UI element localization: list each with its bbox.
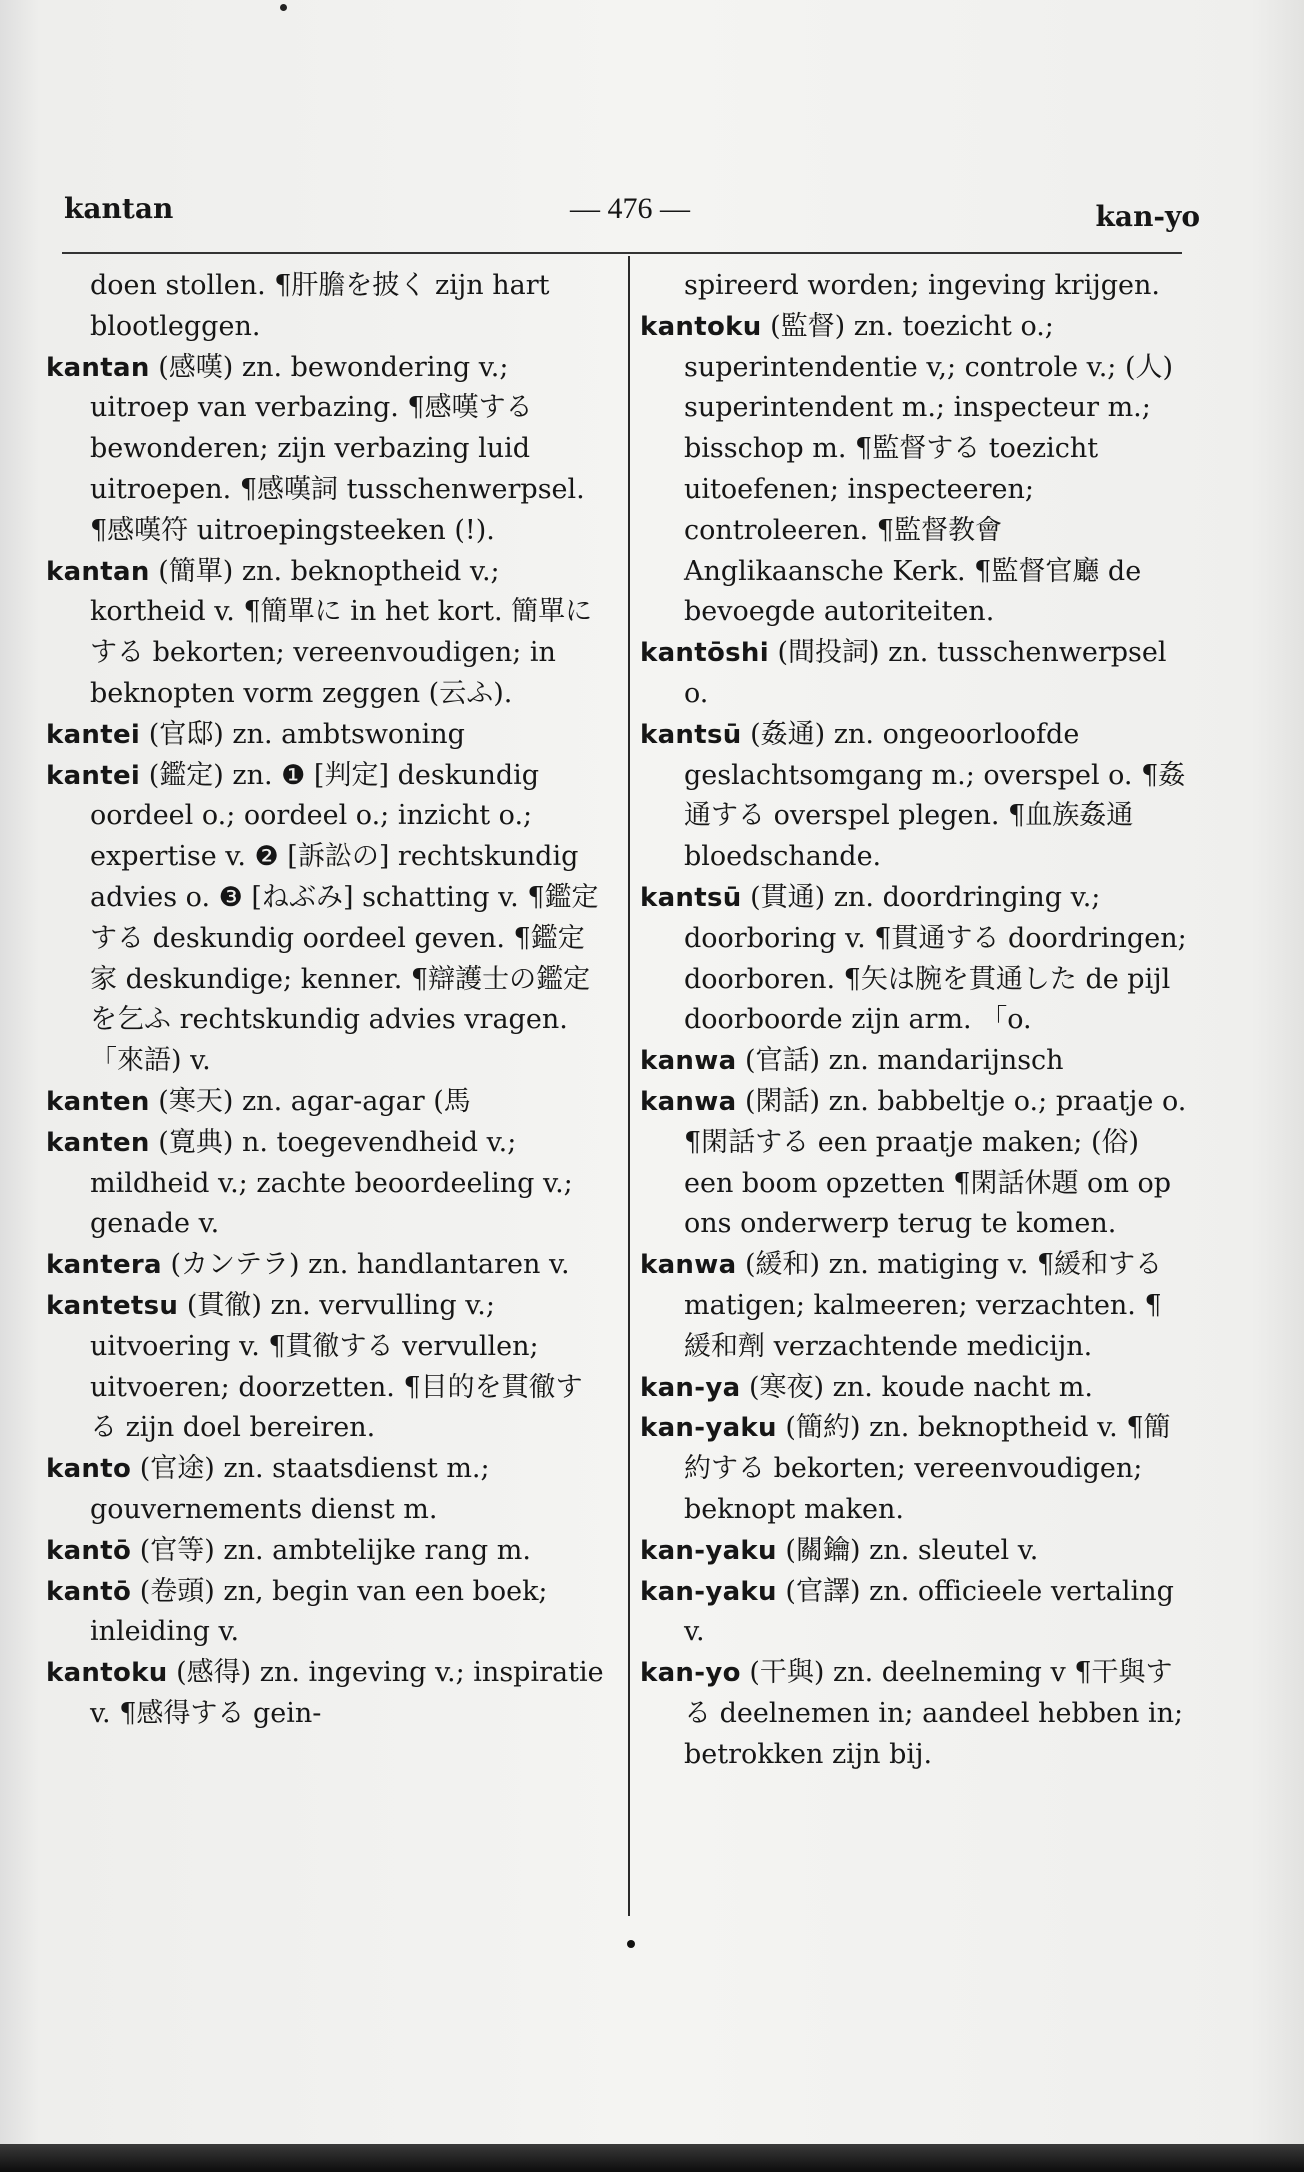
- entry-text: (間投詞) zn. tusschenwerpsel o.: [684, 637, 1167, 709]
- entry-text: (官邸) zn. ambtswoning: [140, 718, 465, 750]
- entry-headword: kan-ya: [640, 1372, 741, 1403]
- dictionary-entry: [46, 756, 606, 1082]
- entry-text: (緩和) zn. matiging v. ¶緩和する matigen; kalmeeren; verzachten. ¶緩和劑 verzachtende medicijn.: [684, 1249, 1163, 1362]
- entry-headword: kanwa: [640, 1250, 737, 1281]
- entry-text: (寒夜) zn. koude nacht m.: [740, 1371, 1093, 1403]
- dictionary-entry: [640, 633, 1188, 715]
- left-column: [46, 266, 606, 1735]
- dictionary-entry: [46, 348, 606, 552]
- entry-headword: kantoku: [46, 1658, 168, 1689]
- dictionary-entry: [46, 266, 606, 348]
- scan-edge-shadow: [0, 2144, 1304, 2172]
- page-header: [60, 188, 1200, 238]
- entry-headword: kanten: [46, 1086, 150, 1117]
- dictionary-entry: [46, 1082, 606, 1123]
- dictionary-entry: [46, 1245, 606, 1286]
- entry-headword: kantera: [46, 1250, 162, 1281]
- entry-headword: kan-yo: [640, 1658, 741, 1689]
- entry-headword: kanto: [46, 1454, 132, 1485]
- entry-text: (感嘆) zn. bewondering v.; uitroep van verbazing. ¶感嘆する bewonderen; zijn verbazing luid uitroepen. ¶感嘆詞 tusschenwerpsel. ¶感嘆符 uitroepingsteeken (!).: [90, 351, 585, 546]
- dictionary-entry: [640, 1245, 1188, 1367]
- entry-headword: kanwa: [640, 1046, 737, 1077]
- right-column: [640, 266, 1188, 1775]
- right-running-headword: kan-yo: [1095, 200, 1200, 233]
- dictionary-entry: [640, 1531, 1188, 1572]
- ink-speck: [280, 4, 287, 11]
- entry-headword: kantōshi: [640, 638, 769, 669]
- page-number: — 476 —: [570, 192, 690, 225]
- entry-text: (關鑰) zn. sleutel v.: [776, 1534, 1039, 1566]
- entry-headword: kantsū: [640, 719, 742, 750]
- entry-text: (官話) zn. mandarijnsch: [736, 1045, 1064, 1077]
- entry-headword: kan-yaku: [640, 1535, 777, 1566]
- entry-headword: kan-yaku: [640, 1576, 777, 1607]
- entry-text: (簡單) zn. beknoptheid v.; kortheid v. ¶簡單に in het kort. 簡單にする bekorten; vereenvoudigen; in beknopten vorm zeggen (云ふ).: [90, 555, 593, 709]
- entry-text: (官途) zn. staatsdienst m.; gouvernements dienst m.: [90, 1453, 490, 1525]
- entry-text: (鑑定) zn. ❶ [判定] deskundig oordeel o.; oordeel o.; inzicht o.; expertise v. ❷ [訴訟の] rechtskundig advies o. ❸ [ねぶみ] schatting v. ¶鑑定する deskundig oordeel geven. ¶鑑定家 deskundige; kenner. ¶辯護士の鑑定を乞ふ rechtskundig advies vragen. 「來語) v.: [90, 759, 599, 1077]
- entry-text: (卷頭) zn, begin van een boek; inleiding v.: [90, 1575, 548, 1648]
- left-running-headword: kantan: [64, 192, 174, 225]
- entry-headword: kantei: [46, 719, 141, 750]
- entry-headword: kantoku: [640, 311, 762, 342]
- dictionary-entry: [46, 1286, 606, 1449]
- dictionary-entry: [640, 266, 1188, 307]
- dictionary-entry: [640, 1408, 1188, 1530]
- entry-text: spireerd worden; ingeving krijgen.: [684, 270, 1160, 301]
- dictionary-entry: [46, 552, 606, 715]
- dictionary-entry: [46, 1531, 606, 1572]
- dictionary-entry: [640, 878, 1188, 1041]
- dictionary-entry: [640, 1368, 1188, 1409]
- dictionary-entry: [46, 1449, 606, 1531]
- entry-headword: kanten: [46, 1127, 150, 1158]
- dictionary-entry: [640, 1082, 1188, 1245]
- entry-text: (貫徹) zn. vervulling v.; uitvoering v. ¶貫徹する vervullen; uitvoeren; doorzetten. ¶目的を貫徹する zijn doel bereiren.: [90, 1289, 583, 1444]
- dictionary-entry: [46, 715, 606, 756]
- dictionary-entry: [46, 1653, 606, 1735]
- entry-headword: kantsū: [640, 882, 742, 913]
- entry-headword: kantei: [46, 760, 141, 791]
- header-rule: [62, 252, 1182, 254]
- entry-headword: kantetsu: [46, 1290, 179, 1321]
- dictionary-entry: [640, 1041, 1188, 1082]
- entry-text: (感得) zn. ingeving v.; inspiratie v. ¶感得する gein-: [90, 1657, 604, 1729]
- dictionary-entry: [640, 1653, 1188, 1775]
- entry-text: (官等) zn. ambtelijke rang m.: [131, 1534, 531, 1566]
- entry-text: (貫通) zn. doordringing v.; doorboring v. ¶貫通する doordringen; doorboren. ¶矢は腕を貫通した de pijl doorboorde zijn arm. 「o.: [684, 881, 1187, 1036]
- ink-speck: [627, 1940, 635, 1948]
- entry-text: (干與) zn. deelneming v ¶干與する deelnemen in; aandeel hebben in; betrokken zijn bij.: [684, 1657, 1184, 1770]
- entry-text: (監督) zn. toezicht o.; superintendentie v,; controle v.; (人) superintendent m.; inspecteur m.; bisschop m. ¶監督する toezicht uitoefenen; inspecteeren; controleeren. ¶監督教會 Anglikaansche Kerk. ¶監督官廳 de bevoegde autoriteiten.: [684, 310, 1174, 628]
- entry-text: (官譯) zn. officieele vertaling v.: [684, 1575, 1174, 1648]
- entry-text: (カンテラ) zn. handlantaren v.: [161, 1249, 570, 1281]
- entry-text: (姦通) zn. ongeoorloofde geslachtsomgang m.; overspel o. ¶姦通する overspel plegen. ¶血族姦通 bloedschande.: [684, 718, 1186, 873]
- entry-text: (簡約) zn. beknoptheid v. ¶簡約する bekorten; vereenvoudigen; beknopt maken.: [684, 1412, 1171, 1525]
- dictionary-entry: [46, 1123, 606, 1245]
- entry-headword: kanwa: [640, 1086, 737, 1117]
- entry-headword: kantan: [46, 352, 150, 383]
- column-divider: [628, 256, 630, 1916]
- entry-headword: kantō: [46, 1535, 132, 1566]
- entry-text: (寛典) n. toegevendheid v.; mildheid v.; zachte beoordeeling v.; genade v.: [90, 1126, 573, 1240]
- dictionary-entry: [640, 307, 1188, 633]
- entry-text: (寒天) zn. agar-agar (馬: [149, 1085, 471, 1117]
- dictionary-entry: [46, 1572, 606, 1654]
- entry-headword: kantan: [46, 556, 150, 587]
- dictionary-entry: [640, 1572, 1188, 1654]
- dictionary-entry: [640, 715, 1188, 878]
- entry-headword: kantō: [46, 1576, 132, 1607]
- entry-text: (閑話) zn. babbeltje o.; praatje o. ¶閑話する een praatje maken; (俗) een boom opzetten ¶閑話休題 om op ons onderwerp terug te komen.: [684, 1085, 1187, 1240]
- entry-headword: kan-yaku: [640, 1413, 777, 1444]
- entry-text: doen stollen. ¶肝膽を披く zijn hart blootleggen.: [90, 270, 550, 342]
